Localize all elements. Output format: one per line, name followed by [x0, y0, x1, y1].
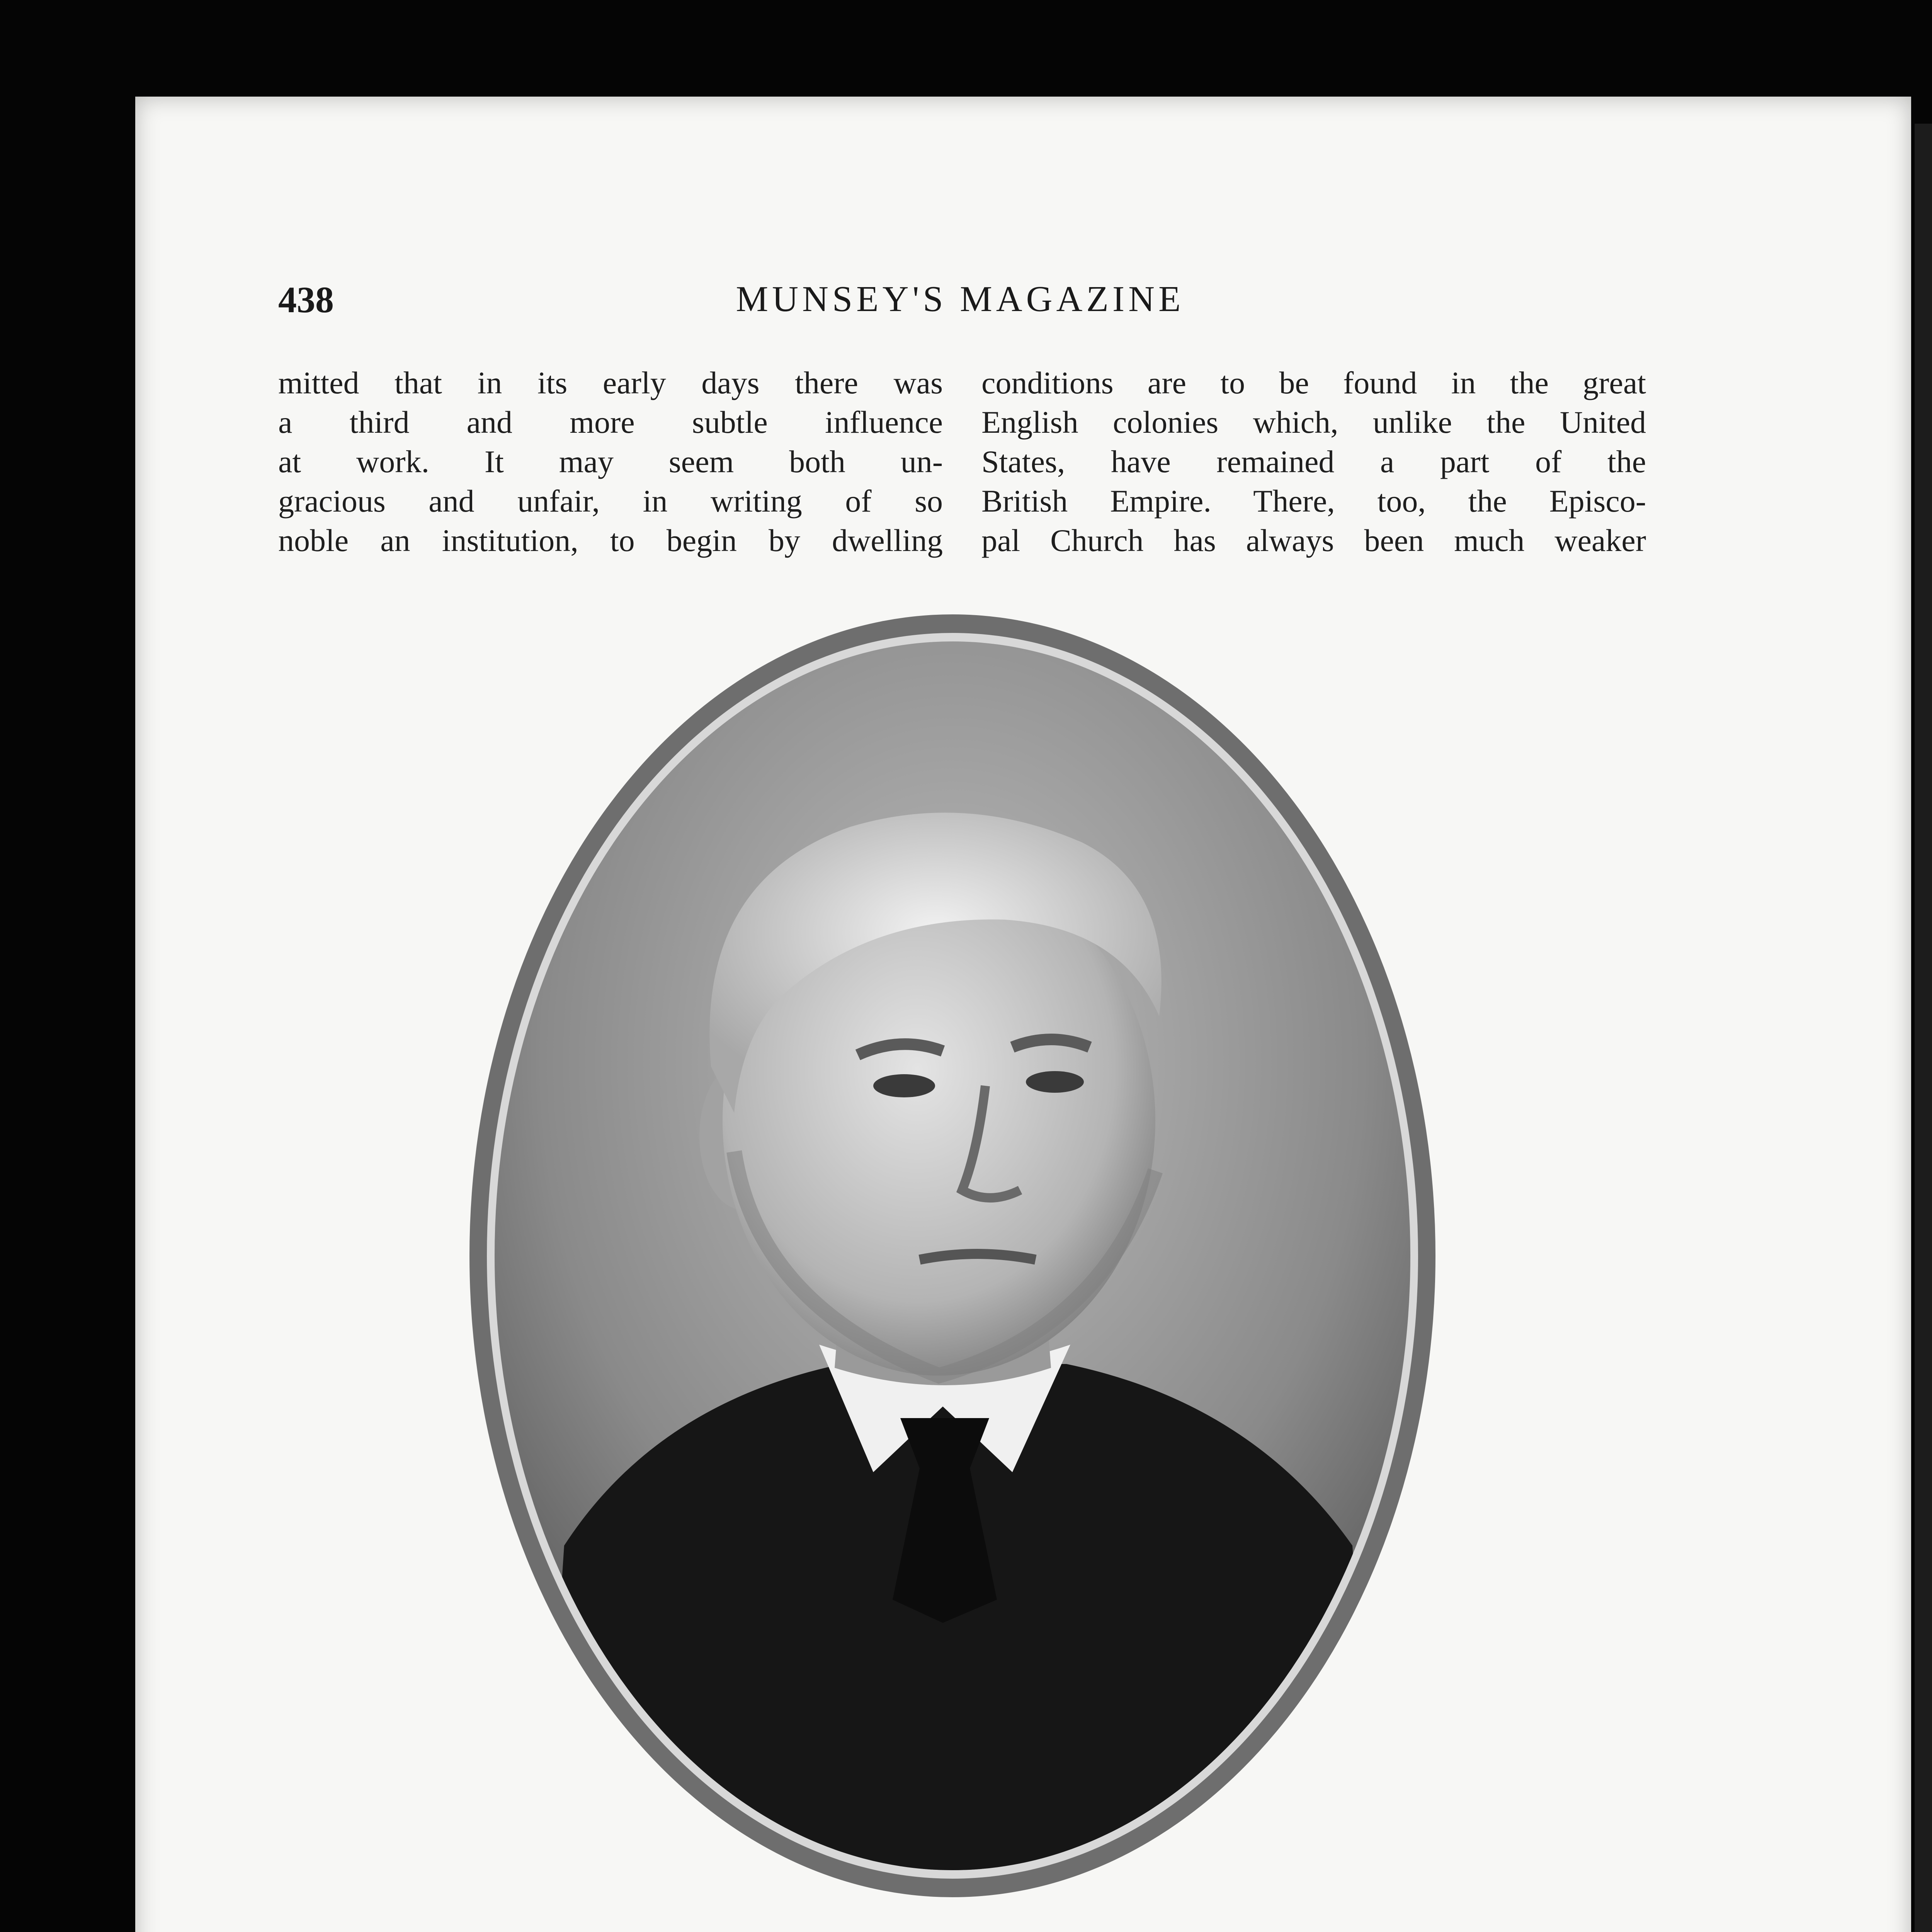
top-left-column — [278, 363, 943, 560]
text-line: mitted that in its early days there was — [278, 365, 943, 400]
text-line: British Empire. There, too, the Episco- — [981, 483, 1646, 519]
running-head: MUNSEY'S MAGAZINE — [736, 279, 1185, 319]
text-line: pal Church has always been much weaker — [981, 523, 1646, 558]
text-line: gracious and unfair, in writing of so — [278, 483, 943, 519]
portrait-photo — [464, 611, 1441, 1901]
text-line: English colonies which, unlike the United — [981, 405, 1646, 440]
text-line: at work. It may seem both un- — [278, 444, 943, 479]
text-line: a third and more subtle influence — [278, 405, 943, 440]
top-right-column — [981, 363, 1646, 560]
page-header — [278, 278, 1642, 332]
page-number: 438 — [278, 279, 334, 320]
text-line: noble an institution, to begin by dwelling — [278, 523, 943, 558]
book-spine-edge — [1915, 124, 1932, 1932]
text-line: States, have remained a part of the — [981, 444, 1646, 479]
text-line: conditions are to be found in the great — [981, 365, 1646, 400]
